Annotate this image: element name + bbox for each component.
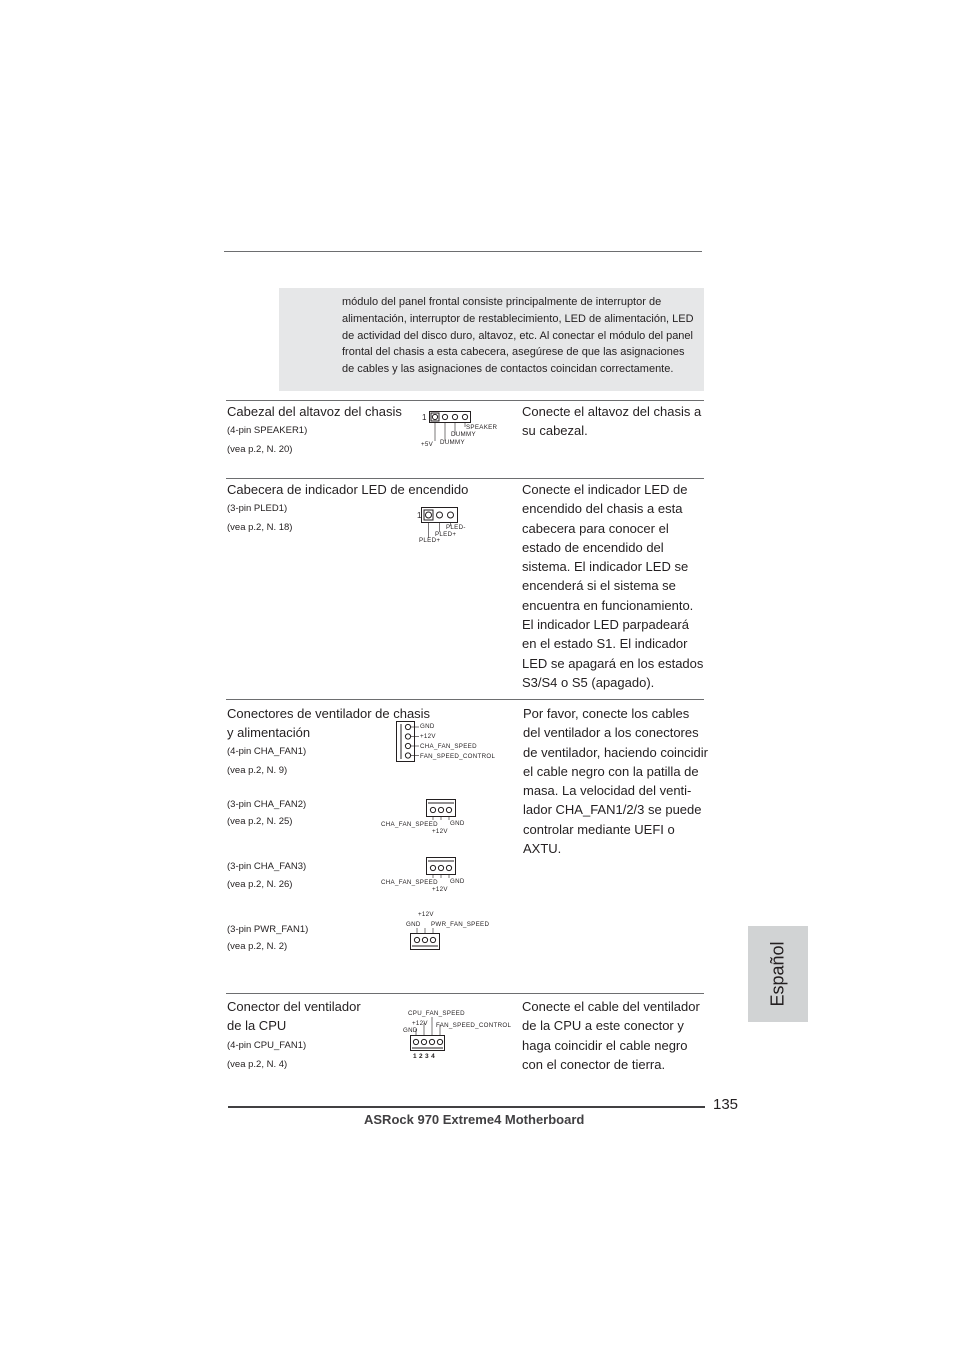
fan-speed-label: CHA_FAN_SPEED <box>381 879 438 886</box>
desc-line: lador CHA_FAN1/2/3 se puede <box>523 802 702 818</box>
pin1-label: 1 <box>417 511 422 520</box>
title-line: Conector del ventilador <box>227 999 361 1014</box>
section-rule <box>226 993 704 994</box>
fan-speed-control-label: FAN_SPEED_CONTROL <box>420 753 496 760</box>
note-line: de cables y las asignaciones de contactos coincidan correctamente. <box>342 363 674 376</box>
gnd-label: GND <box>403 1027 418 1034</box>
fans-description <box>523 704 708 858</box>
desc-line: cabecera para conocer el <box>522 520 669 536</box>
cha-fan1-diagram <box>396 721 420 763</box>
pled-minus-label: PLED- <box>446 524 466 531</box>
pled-title: Cabecera de indicador LED de encendido <box>227 482 469 497</box>
desc-line: encendido del chasis a esta <box>522 501 683 517</box>
fan-speed-control-label: FAN_SPEED_CONTROL <box>436 1022 512 1029</box>
note-line: frontal del chasis a esta cabecera, asegúrese de que las asignaciones <box>342 346 685 359</box>
top-rule <box>224 251 702 252</box>
cha-fan2-ref: (vea p.2, N. 25) <box>227 816 293 827</box>
cha-fan3-diagram <box>426 857 458 879</box>
desc-line: encenderá si el sistema se <box>522 578 676 594</box>
gnd-label: GND <box>450 878 465 885</box>
plus5v-label: +5V <box>421 441 434 448</box>
desc-line: Conecte el indicador LED de <box>522 482 688 497</box>
dummy-label: DUMMY <box>440 439 465 446</box>
pled-plus-label: PLED+ <box>435 531 457 538</box>
fan-speed-label: CHA_FAN_SPEED <box>381 821 438 828</box>
speaker-ref: (vea p.2, N. 20) <box>227 444 293 455</box>
desc-line: Por favor, conecte los cables <box>523 706 690 721</box>
desc-line: en el estado S1. El indicador <box>522 636 688 652</box>
desc-line: AXTU. <box>523 841 562 857</box>
section-rule <box>226 478 704 479</box>
speaker-pin: (4-pin SPEAKER1) <box>227 425 308 436</box>
cpu-fan-description <box>522 997 700 1074</box>
cha-fan2-pin: (3-pin CHA_FAN2) <box>227 799 307 810</box>
page-number: 135 <box>713 1096 739 1113</box>
desc-line: S3/S4 o S5 (apagado). <box>522 674 655 690</box>
footer-title: ASRock 970 Extreme4 Motherboard <box>364 1112 585 1127</box>
pled-plus-label: PLED+ <box>419 537 441 544</box>
v12-label: +12V <box>420 733 436 740</box>
cha-fan2-diagram <box>426 799 458 821</box>
desc-line: El indicador LED parpadeará <box>522 617 689 633</box>
note-line: módulo del panel frontal consiste principalmente de interruptor de <box>342 296 662 308</box>
note-line: alimentación, interruptor de restablecimiento, LED de alimentación, LED <box>342 312 694 325</box>
title-line: de la CPU <box>227 1018 287 1034</box>
cha-fan1-pin: (4-pin CHA_FAN1) <box>227 746 307 757</box>
cpu-fan-title <box>227 997 361 1036</box>
v12-label: +12V <box>418 911 434 918</box>
pwr-fan1-pin: (3-pin PWR_FAN1) <box>227 924 309 935</box>
desc-line: de ventilador, haciendo coincidir <box>523 744 709 760</box>
desc-line: haga coincidir el cable negro <box>522 1037 688 1053</box>
desc-line: el cable negro con la patilla de <box>523 763 699 779</box>
section-rule <box>226 400 704 401</box>
language-label: Español <box>767 941 788 1007</box>
pled-ref: (vea p.2, N. 18) <box>227 522 293 533</box>
gnd-label: GND <box>406 921 421 928</box>
cpu-fan-pin: (4-pin CPU_FAN1) <box>227 1040 307 1051</box>
v12-label: +12V <box>432 828 448 835</box>
desc-line: su cabezal. <box>522 423 588 439</box>
note-text <box>342 294 704 378</box>
footer-rule <box>228 1106 705 1108</box>
desc-line: LED se apagará en los estados <box>522 655 704 671</box>
cha-fan3-ref: (vea p.2, N. 26) <box>227 879 293 890</box>
desc-line: encuentra en funcionamiento. <box>522 597 694 613</box>
speaker-label: SPEAKER <box>466 424 498 431</box>
dummy-label: DUMMY <box>451 431 476 438</box>
desc-line: Conecte el altavoz del chasis a <box>522 404 702 419</box>
pled-description <box>522 480 703 692</box>
cha-fan1-ref: (vea p.2, N. 9) <box>227 765 288 776</box>
fan-speed-label: CPU_FAN_SPEED <box>408 1010 465 1017</box>
desc-line: controlar mediante UEFI o <box>523 821 675 837</box>
desc-line: Conecte el cable del ventilador <box>522 999 700 1014</box>
fan-speed-label: CHA_FAN_SPEED <box>420 743 477 750</box>
desc-line: del ventilador a los conectores <box>523 725 699 741</box>
speaker-title: Cabezal del altavoz del chasis <box>227 404 402 419</box>
pwr-fan1-ref: (vea p.2, N. 2) <box>227 941 288 952</box>
desc-line: masa. La velocidad del venti- <box>523 783 692 799</box>
desc-line: de la CPU a este conector y <box>522 1018 684 1034</box>
desc-line: con el conector de tierra. <box>522 1056 666 1072</box>
cha-fan3-pin: (3-pin CHA_FAN3) <box>227 861 307 872</box>
cpu-fan-ref: (vea p.2, N. 4) <box>227 1059 288 1070</box>
fan-speed-label: PWR_FAN_SPEED <box>431 921 490 928</box>
desc-line: sistema. El indicador LED se <box>522 559 689 575</box>
v12-label: +12V <box>432 886 448 893</box>
title-line: Conectores de ventilador de chasis <box>227 706 431 721</box>
v12-label: +12V <box>412 1020 428 1027</box>
pwr-fan1-diagram <box>410 928 442 952</box>
note-line: de actividad del disco duro, altavoz, etc. Al conectar el módulo del panel <box>342 329 693 342</box>
language-tab <box>748 926 808 1022</box>
title-line: y alimentación <box>227 725 311 741</box>
speaker-description <box>522 402 701 441</box>
gnd-label: GND <box>450 820 465 827</box>
section-rule <box>226 699 704 700</box>
gnd-label: GND <box>420 723 435 730</box>
desc-line: estado de encendido del <box>522 539 664 555</box>
pled-pin: (3-pin PLED1) <box>227 503 288 514</box>
pin1-label: 1 <box>422 413 427 422</box>
pin-numbers: 1 2 3 4 <box>413 1053 435 1060</box>
cpu-fan-diagram <box>410 1015 450 1055</box>
